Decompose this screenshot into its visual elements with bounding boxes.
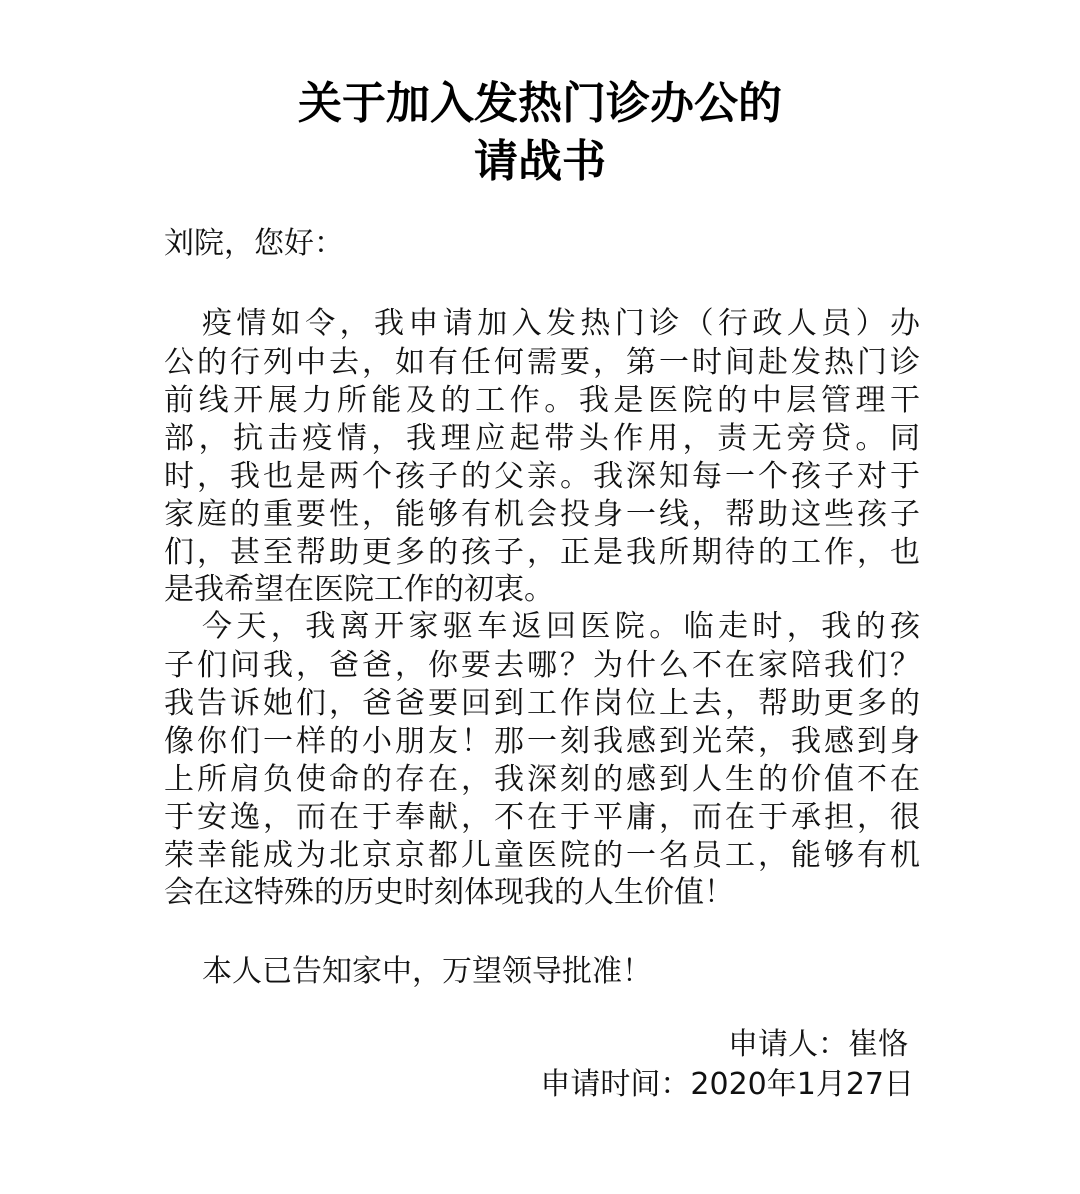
paragraph-line: 前线开展力所能及的工作。我是医院的中层管理干 (164, 383, 920, 418)
salutation: 刘院，您好： (164, 226, 344, 261)
paragraph-line: 时，我也是两个孩子的父亲。我深知每一个孩子对于 (164, 459, 920, 494)
closing-line: 本人已告知家中，万望领导批准！ (202, 954, 652, 989)
letter-title-line-2: 请战书 (474, 136, 606, 187)
paragraph-line: 公的行列中去，如有任何需要，第一时间赴发热门诊 (164, 345, 920, 380)
paragraph-line: 荣幸能成为北京京都儿童医院的一名员工，能够有机 (164, 838, 920, 873)
paragraph-line: 我告诉她们，爸爸要回到工作岗位上去，帮助更多的 (164, 686, 920, 721)
paragraph-line: 于安逸，而在于奉献，不在于平庸，而在于承担，很 (164, 800, 920, 835)
paragraph-line: 疫情如令，我申请加入发热门诊（行政人员）办 (202, 306, 920, 341)
paragraph-line: 上所肩负使命的存在，我深刻的感到人生的价值不在 (164, 762, 920, 797)
paragraph-line: 部，抗击疫情，我理应起带头作用，责无旁贷。同 (164, 421, 920, 456)
paragraph-line: 家庭的重要性，能够有机会投身一线，帮助这些孩子 (164, 497, 920, 532)
paragraph-line: 是我希望在医院工作的初衷。 (164, 572, 554, 607)
paragraph-line: 会在这特殊的历史时刻体现我的人生价值！ (164, 875, 734, 910)
paragraph-line: 子们问我，爸爸，你要去哪？为什么不在家陪我们？ (164, 648, 920, 683)
letter-title-line-1: 关于加入发热门诊办公的 (298, 78, 782, 129)
paragraph-line: 像你们一样的小朋友！那一刻我感到光荣，我感到身 (164, 724, 920, 759)
paragraph-line: 们，甚至帮助更多的孩子，正是我所期待的工作，也 (164, 535, 920, 570)
paragraph-line: 今天，我离开家驱车返回医院。临走时，我的孩 (202, 609, 920, 644)
signature-name: 申请人：崔恪 (728, 1027, 908, 1062)
signature-date: 申请时间：2020年1月27日 (540, 1067, 914, 1102)
